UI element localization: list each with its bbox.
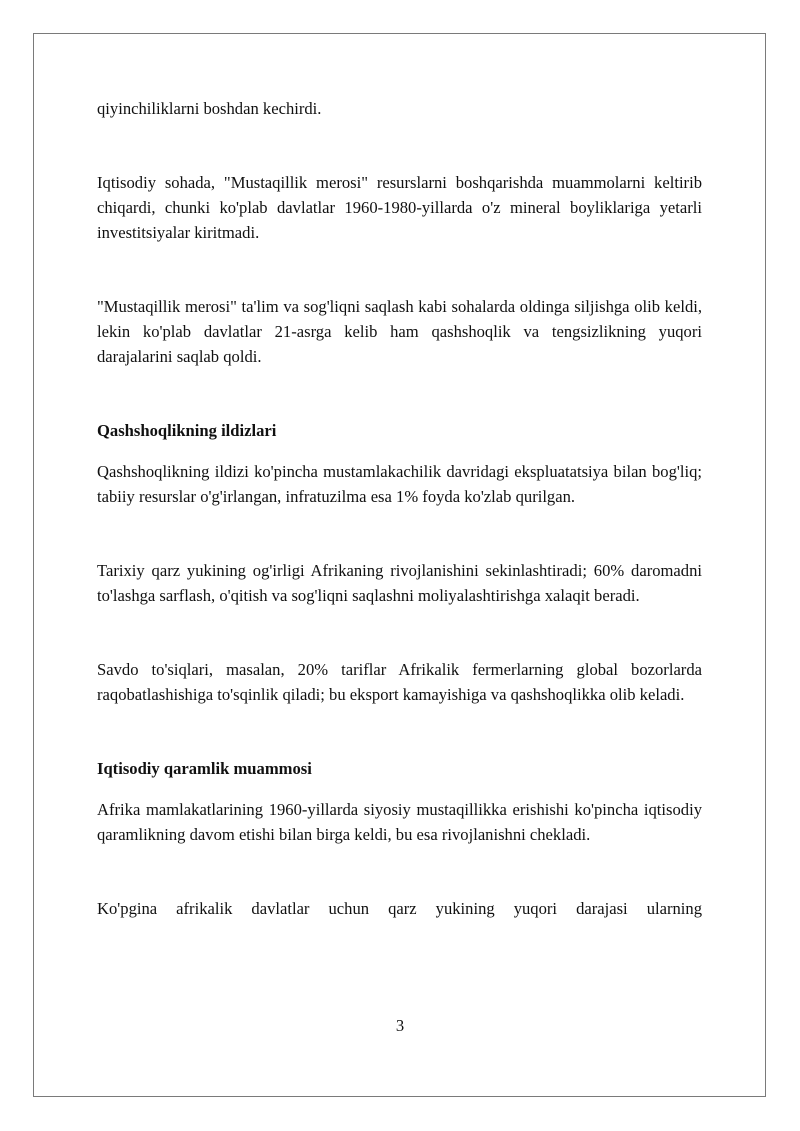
- paragraph: qiyinchiliklarni boshdan kechirdi.: [97, 99, 322, 118]
- section-heading: Qashshoqlikning ildizlari: [97, 421, 277, 440]
- paragraph: Iqtisodiy sohada, "Mustaqillik merosi" resurslarni boshqarishda muammolarni keltirib chiqardi, chunki ko'plab davlatlar 1960-1980-yillarda o'z mineral boyliklariga yetarli investitsiyalar kiritmadi.: [97, 173, 702, 242]
- paragraph: Ko'pgina afrikalik davlatlar uchun qarz yukining yuqori darajasi ularning: [97, 899, 702, 918]
- paragraph: Tarixiy qarz yukining og'irligi Afrikaning rivojlanishini sekinlashtiradi; 60% daromadni to'lashga sarflash, o'qitish va sog'liqni saqlashni moliyalashtirishga xalaqit beradi.: [97, 561, 702, 605]
- paragraph: Qashshoqlikning ildizi ko'pincha mustamlakachilik davridagi ekspluatatsiya bilan bog'liq; tabiiy resurslar o'g'irlangan, infratuzilma esa 1% foyda ko'zlab qurilgan.: [97, 462, 702, 506]
- document-body: [97, 96, 702, 921]
- section-heading: Iqtisodiy qaramlik muammosi: [97, 759, 312, 778]
- paragraph: "Mustaqillik merosi" ta'lim va sog'liqni saqlash kabi sohalarda oldinga siljishga olib keldi, lekin ko'plab davlatlar 21-asrga kelib ham qashshoqlik va tengsizlikning yuqori darajalarini saqlab qoldi.: [97, 297, 702, 366]
- paragraph: Savdo to'siqlari, masalan, 20% tariflar Afrikalik fermerlarning global bozorlarda raqobatlashishiga to'sqinlik qiladi; bu eksport kamayishiga va qashshoqlikka olib keladi.: [97, 660, 702, 704]
- paragraph: Afrika mamlakatlarining 1960-yillarda siyosiy mustaqillikka erishishi ko'pincha iqtisodiy qaramlikning davom etishi bilan birga keldi, bu esa rivojlanishni chekladi.: [97, 800, 702, 844]
- page-number: 3: [395, 1016, 405, 1035]
